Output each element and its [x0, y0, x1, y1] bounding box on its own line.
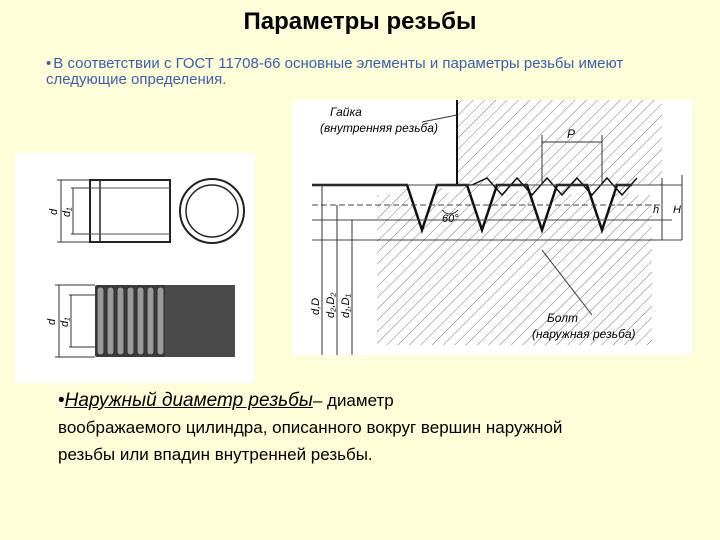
diameter-label-d1: d₁,D₁: [340, 293, 352, 318]
angle-label: 60°: [442, 213, 459, 225]
h-label: h: [653, 204, 660, 216]
definition-term: Наружный диаметр резьбы: [64, 390, 313, 411]
bottom-d1-label: d₁: [59, 317, 71, 327]
diameter-label-d2: d₂,D₂: [325, 292, 337, 318]
pitch-label: P: [567, 127, 576, 141]
bottom-d-label: d: [46, 318, 58, 325]
intro-paragraph: [46, 56, 696, 88]
diameter-label-d: d,D: [310, 297, 322, 315]
definition-rest: воображаемого цилиндра, описанного вокруг вершин наружной резьбы или впадин внутренней резьбы.: [58, 418, 563, 464]
bolt-label: Болт: [547, 311, 578, 325]
H-label: H: [673, 204, 681, 216]
definition-dash-text: – диаметр: [312, 391, 394, 410]
slide-title: Параметры резьбы: [243, 8, 477, 35]
nut-sub-label: (внутренняя резьба): [320, 121, 438, 135]
nut-label: Гайка: [330, 105, 362, 119]
top-d1-label: d₁: [61, 207, 73, 217]
intro-text: В соответствии с ГОСТ 11708-66 основные элементы и параметры резьбы имеют следующие определения.: [46, 55, 624, 88]
bolt-sub-label: (наружная резьба): [532, 327, 636, 341]
definition-bullet: •: [58, 390, 65, 411]
rod-figure: [15, 153, 255, 383]
definition-paragraph: [58, 387, 578, 468]
thread-profile-figure: [292, 100, 692, 355]
top-d-label: d: [48, 208, 60, 215]
intro-bullet: •: [46, 55, 52, 72]
